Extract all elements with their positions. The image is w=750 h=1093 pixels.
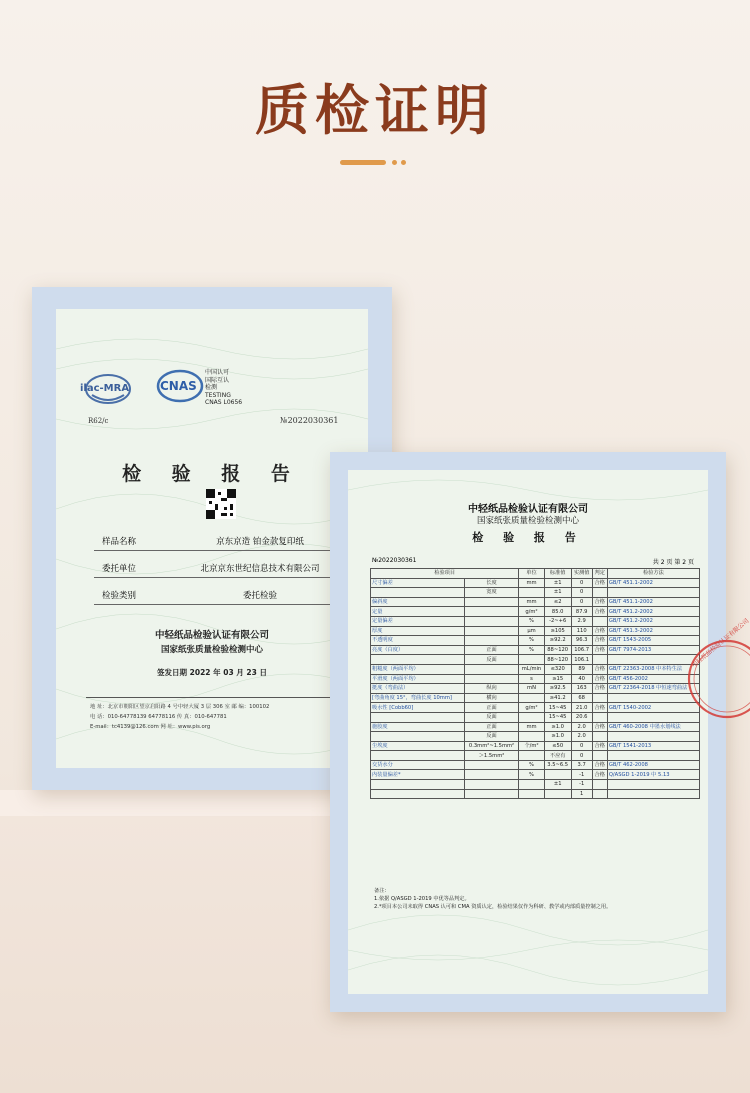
table-cell: 合格 xyxy=(592,597,607,607)
table-cell xyxy=(464,770,519,780)
table-cell: ≥41.2 xyxy=(544,693,571,703)
table-row xyxy=(371,664,700,674)
table-cell: 合格 xyxy=(592,674,607,684)
cnas-logo xyxy=(156,366,204,406)
table-cell: 交货水分 xyxy=(371,760,465,770)
table-cell: 106.7 xyxy=(571,645,592,655)
table-cell xyxy=(519,712,544,722)
table-row xyxy=(371,722,700,732)
col-measured: 实测值 xyxy=(571,569,592,579)
email-line: E-mail：tc4139@126.com 网 址：www.pis.org xyxy=(90,724,211,730)
ilac-text: ilac-MRA xyxy=(80,383,130,394)
field-inspection-type: 检验类别 委托检验 xyxy=(94,587,346,605)
table-cell: ≤2 xyxy=(544,597,571,607)
cnas-accreditation-text: 中国认可 国际互认 检测 TESTING CNAS L0656 xyxy=(205,369,243,406)
table-cell: 2.0 xyxy=(571,722,592,732)
table-cell: 反面 xyxy=(464,732,519,742)
table-cell xyxy=(592,655,607,665)
table-cell: 平滑度（两面平均） xyxy=(371,674,465,684)
table-cell: 不透明度 xyxy=(371,636,465,646)
table-cell: 正面 xyxy=(464,722,519,732)
table-cell: GB/T 1543-2005 xyxy=(607,636,699,646)
table-cell: 反面 xyxy=(464,712,519,722)
table-cell: 0 xyxy=(571,741,592,751)
table-cell: ±1 xyxy=(544,588,571,598)
report-title: 检 验 报 告 xyxy=(472,531,584,544)
table-cell: g/m² xyxy=(519,607,544,617)
table-cell: ±1 xyxy=(544,780,571,790)
certificate-cover-paper xyxy=(56,309,368,768)
table-cell: 偏斜度 xyxy=(371,597,465,607)
table-cell xyxy=(519,751,544,761)
table-cell: 个/m² xyxy=(519,741,544,751)
table-row xyxy=(371,655,700,665)
table-cell: ≥92.5 xyxy=(544,684,571,694)
table-cell: 反面 xyxy=(464,655,519,665)
table-header-row xyxy=(371,569,700,579)
table-cell: 合格 xyxy=(592,645,607,655)
table-cell: GB/T 451.1-2002 xyxy=(607,578,699,588)
table-cell: 0 xyxy=(571,597,592,607)
report-title: 检 验 报 告 xyxy=(122,463,302,485)
table-cell: 合格 xyxy=(592,636,607,646)
page-title: 质检证明 xyxy=(255,79,495,142)
table-cell xyxy=(464,789,519,799)
table-cell: 0 xyxy=(571,751,592,761)
table-cell xyxy=(464,674,519,684)
table-row xyxy=(371,703,700,713)
table-cell: mL/min xyxy=(519,664,544,674)
table-cell: 正面 xyxy=(464,703,519,713)
table-cell xyxy=(464,616,519,626)
table-cell xyxy=(592,712,607,722)
table-cell: 96.3 xyxy=(571,636,592,646)
table-cell: ≥1.0 xyxy=(544,732,571,742)
table-cell xyxy=(592,616,607,626)
table-cell xyxy=(519,789,544,799)
table-row xyxy=(371,693,700,703)
table-cell xyxy=(464,626,519,636)
table-cell: GB/T 1541-2013 xyxy=(607,741,699,751)
table-cell: 85.0 xyxy=(544,607,571,617)
col-verdict: 判定 xyxy=(592,569,607,579)
table-cell xyxy=(607,588,699,598)
table-cell: ≥105 xyxy=(544,626,571,636)
table-cell: 合格 xyxy=(592,741,607,751)
table-cell xyxy=(371,751,465,761)
certificate-results-paper xyxy=(348,470,750,994)
table-cell xyxy=(592,588,607,598)
phone-line: 电 话：010-64778139 64778116 传 真：010-647781 xyxy=(90,714,227,720)
table-cell xyxy=(519,693,544,703)
table-cell: [弯曲角度 15°，弯曲长度 10mm] xyxy=(371,693,465,703)
table-cell: Q/ASGD 1-2019 中 5.13 xyxy=(607,770,699,780)
table-cell: 合格 xyxy=(592,578,607,588)
qr-code xyxy=(206,489,236,519)
table-cell: 合格 xyxy=(592,703,607,713)
address-line: 地 址：北京市朝阳区望京启阳路 4 号中轻大厦 3 层 306 室 邮 编：100102 xyxy=(90,704,270,710)
table-cell: 88~120 xyxy=(544,645,571,655)
table-cell xyxy=(592,780,607,790)
table-cell: 1 xyxy=(571,789,592,799)
table-cell: 88~120 xyxy=(544,655,571,665)
table-cell: 0 xyxy=(571,578,592,588)
table-cell: 合格 xyxy=(592,722,607,732)
table-cell: 定量偏差 xyxy=(371,616,465,626)
table-cell: mm xyxy=(519,722,544,732)
field-client: 委托单位 北京京东世纪信息技术有限公司 xyxy=(94,560,346,578)
table-cell: 长度 xyxy=(464,578,519,588)
table-cell: GB/T 22363-2008 中本特生法 xyxy=(607,664,699,674)
report-number: №2022030361 xyxy=(372,557,417,564)
official-red-stamp xyxy=(683,617,750,723)
col-standard: 标准值 xyxy=(544,569,571,579)
table-cell: % xyxy=(519,636,544,646)
table-cell: ≥92.2 xyxy=(544,636,571,646)
table-row xyxy=(371,588,700,598)
col-method: 检验方法 xyxy=(607,569,699,579)
table-row xyxy=(371,645,700,655)
table-cell: GB/T 1540-2002 xyxy=(607,703,699,713)
table-cell: 合格 xyxy=(592,664,607,674)
table-row xyxy=(371,789,700,799)
table-cell: 纵向 xyxy=(464,684,519,694)
ilac-mra-logo xyxy=(78,367,152,407)
table-cell: 40 xyxy=(571,674,592,684)
table-cell: 横向 xyxy=(464,693,519,703)
table-cell: 163 xyxy=(571,684,592,694)
table-cell xyxy=(464,780,519,790)
table-cell: GB/T 451.1-2002 xyxy=(607,597,699,607)
table-cell: 21.0 xyxy=(571,703,592,713)
table-cell: 吸水性 [Cobb60] xyxy=(371,703,465,713)
table-cell xyxy=(592,751,607,761)
table-cell xyxy=(544,789,571,799)
table-cell: g/m² xyxy=(519,703,544,713)
table-cell xyxy=(371,780,465,790)
table-cell: -2~+6 xyxy=(544,616,571,626)
table-cell: 粗糙度（两面平均） xyxy=(371,664,465,674)
table-cell: 2.9 xyxy=(571,616,592,626)
table-cell: GB/T 456-2002 xyxy=(607,674,699,684)
table-row xyxy=(371,684,700,694)
table-cell: 宽度 xyxy=(464,588,519,598)
table-cell: 不应有 xyxy=(544,751,571,761)
table-cell: 尺寸偏差 xyxy=(371,578,465,588)
notes: 备注： 1.依据 Q/ASGD 1-2019 中优等品判定。 2.*项目本公司未取得 CNAS 认可和 CMA 资质认定，检验结果仅作为科研、教学或内部质量控制之用。 xyxy=(374,888,612,910)
cnas-logo-text: CNAS xyxy=(160,379,197,393)
table-cell xyxy=(607,751,699,761)
table-cell: 亮度（白度） xyxy=(371,645,465,655)
table-cell: μm xyxy=(519,626,544,636)
table-cell xyxy=(464,607,519,617)
table-cell xyxy=(464,760,519,770)
table-cell xyxy=(519,780,544,790)
col-item: 检验项目 xyxy=(371,569,519,579)
table-cell: 厚度 xyxy=(371,626,465,636)
table-cell: ≤320 xyxy=(544,664,571,674)
table-cell: 施胶度 xyxy=(371,722,465,732)
table-cell: 内装量偏差* xyxy=(371,770,465,780)
table-cell: 110 xyxy=(571,626,592,636)
table-cell: 合格 xyxy=(592,760,607,770)
doc-code: R62/c xyxy=(88,417,109,425)
table-cell xyxy=(607,732,699,742)
table-cell: 2.0 xyxy=(571,732,592,742)
col-unit: 单位 xyxy=(519,569,544,579)
table-cell: 合格 xyxy=(592,684,607,694)
table-cell: s xyxy=(519,674,544,684)
table-cell xyxy=(592,789,607,799)
table-cell xyxy=(371,712,465,722)
issue-date: 签发日期 2022 年 03 月 23 日 xyxy=(157,668,267,677)
table-cell: mN xyxy=(519,684,544,694)
table-cell xyxy=(607,789,699,799)
table-row xyxy=(371,751,700,761)
field-sample-name: 样品名称 京东京造 铂金款复印纸 xyxy=(94,533,346,551)
table-cell: GB/T 22364-2018 中恒速弯曲法 xyxy=(607,684,699,694)
table-cell: 3.7 xyxy=(571,760,592,770)
table-cell xyxy=(519,732,544,742)
table-cell: 0 xyxy=(571,588,592,598)
table-cell: 3.5~6.5 xyxy=(544,760,571,770)
table-row xyxy=(371,760,700,770)
table-row xyxy=(371,636,700,646)
table-cell: % xyxy=(519,760,544,770)
pedestal-top xyxy=(0,790,350,816)
page-info: 共 2 页 第 2 页 xyxy=(652,559,694,566)
table-cell xyxy=(519,588,544,598)
table-cell: 15~45 xyxy=(544,712,571,722)
table-row xyxy=(371,770,700,780)
results-table xyxy=(370,568,700,799)
table-cell: GB/T 451.2-2002 xyxy=(607,616,699,626)
table-cell: 89 xyxy=(571,664,592,674)
table-cell: 20.6 xyxy=(571,712,592,722)
table-cell xyxy=(464,597,519,607)
table-row xyxy=(371,732,700,742)
issuer-center: 国家纸张质量检验检测中心 xyxy=(160,645,263,655)
table-cell xyxy=(592,732,607,742)
table-cell xyxy=(464,636,519,646)
table-cell: ＞1.5mm² xyxy=(464,751,519,761)
certificate-frame-results xyxy=(330,452,750,1012)
table-cell: GB/T 460-2008 中墨水划线法 xyxy=(607,722,699,732)
table-row xyxy=(371,607,700,617)
table-cell: ≤50 xyxy=(544,741,571,751)
table-cell: GB/T 7974-2013 xyxy=(607,645,699,655)
table-cell xyxy=(519,655,544,665)
table-cell xyxy=(592,693,607,703)
table-cell: 15~45 xyxy=(544,703,571,713)
table-row xyxy=(371,616,700,626)
table-cell xyxy=(607,780,699,790)
table-cell: 合格 xyxy=(592,770,607,780)
table-cell xyxy=(371,732,465,742)
svg-text:中轻纸品检验认证有限公司: 中轻纸品检验认证有限公司 xyxy=(690,617,750,670)
table-row xyxy=(371,780,700,790)
table-cell: mm xyxy=(519,597,544,607)
table-cell: % xyxy=(519,645,544,655)
table-cell: GB/T 462-2008 xyxy=(607,760,699,770)
table-row xyxy=(371,578,700,588)
divider xyxy=(86,697,354,698)
table-cell xyxy=(371,588,465,598)
table-cell xyxy=(544,770,571,780)
table-cell: mm xyxy=(519,578,544,588)
company-name: 中轻纸品检验认证有限公司 xyxy=(468,504,588,515)
table-cell: ≥1.0 xyxy=(544,722,571,732)
table-cell: 68 xyxy=(571,693,592,703)
issuer-company: 中轻纸品检验认证有限公司 xyxy=(154,630,269,641)
table-cell: 尘埃度 xyxy=(371,741,465,751)
table-cell: % xyxy=(519,770,544,780)
table-cell: ≥15 xyxy=(544,674,571,684)
table-cell: 定量 xyxy=(371,607,465,617)
table-cell: GB/T 451.3-2002 xyxy=(607,626,699,636)
table-row xyxy=(371,597,700,607)
table-cell: % xyxy=(519,616,544,626)
table-cell: 挺度（弯曲法） xyxy=(371,684,465,694)
table-cell xyxy=(371,789,465,799)
table-cell: GB/T 451.2-2002 xyxy=(607,607,699,617)
table-cell: ±1 xyxy=(544,578,571,588)
table-cell: 正面 xyxy=(464,645,519,655)
table-cell: 87.9 xyxy=(571,607,592,617)
table-cell: 合格 xyxy=(592,607,607,617)
table-row xyxy=(371,712,700,722)
table-cell xyxy=(371,655,465,665)
report-number: №2022030361 xyxy=(280,416,339,425)
table-row xyxy=(371,674,700,684)
table-row xyxy=(371,626,700,636)
table-cell: 106.1 xyxy=(571,655,592,665)
table-cell: -1 xyxy=(571,770,592,780)
table-cell xyxy=(464,664,519,674)
table-cell: 合格 xyxy=(592,626,607,636)
table-cell: 0.3mm²~1.5mm² xyxy=(464,741,519,751)
table-cell: -1 xyxy=(571,780,592,790)
table-row xyxy=(371,741,700,751)
center-name: 国家纸张质量检验检测中心 xyxy=(476,516,579,526)
